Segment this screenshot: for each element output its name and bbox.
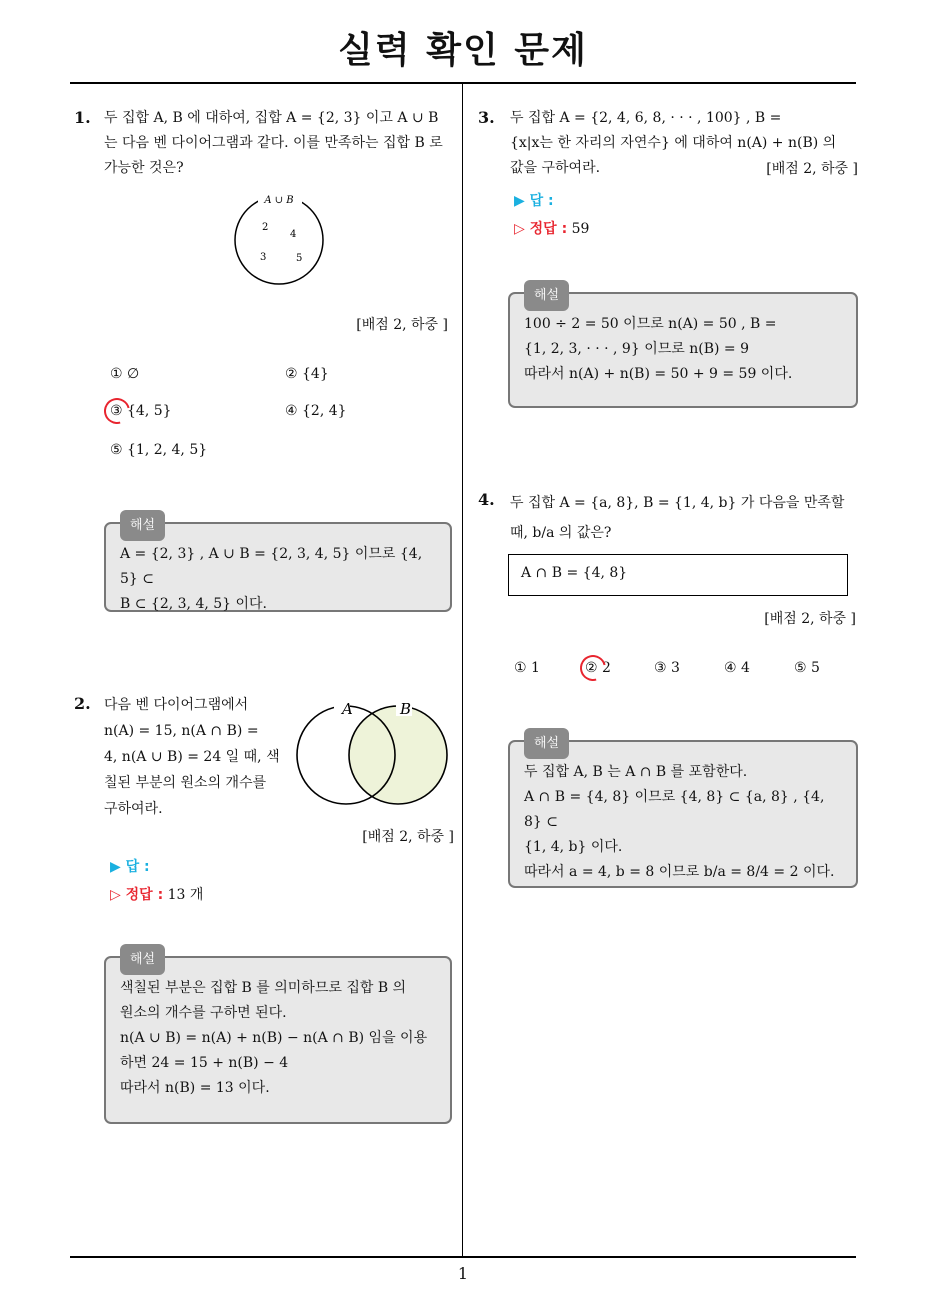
question-4-score: [배점 2, 하중 ]: [764, 611, 856, 627]
question-3-score: [배점 2, 하중 ]: [766, 161, 858, 177]
explanation-line: 두 집합 A, B 는 A ∩ B 를 포함한다.: [524, 764, 748, 780]
question-4-choice-3[interactable]: ③ 3: [654, 660, 680, 676]
explanation-line: A ∩ B = {4, 8} 이므로 {4, 8} ⊂ {a, 8} , {4, 8} ⊂: [524, 789, 825, 830]
venn-label-b: B: [400, 700, 412, 718]
explanation-line: 따라서 n(A) + n(B) = 50 + 9 = 59 이다.: [524, 366, 793, 382]
explanation-tag: 해설: [524, 728, 569, 759]
question-4-line: 때, b/a 의 값은?: [510, 525, 612, 541]
correct-value: 13 개: [167, 887, 204, 903]
explanation-tag: 해설: [524, 280, 569, 311]
question-1-text: 두 집합 A, B 에 대하여, 집합 A = {2, 3} 이고 A ∪ B 는 다음 벤 다이어그램과 같다. 이를 만족하는 집합 B 로 가능한 것은?: [104, 110, 443, 176]
question-4-number: 4.: [478, 490, 495, 509]
question-2-line: n(A) = 15, n(A ∩ B) =: [104, 723, 259, 739]
question-4-choice-4[interactable]: ④ 4: [724, 660, 750, 676]
explanation-line: 원소의 개수를 구하면 된다.: [120, 1005, 287, 1021]
explanation-line: A = {2, 3} , A ∪ B = {2, 3, 4, 5} 이므로 {4, 5} ⊂: [120, 546, 423, 587]
venn-element: 5: [296, 253, 303, 264]
venn-label: A ∪ B: [264, 195, 294, 206]
venn-element: 3: [260, 252, 267, 263]
question-1-choice-5[interactable]: ⑤ {1, 2, 4, 5}: [110, 442, 208, 458]
question-1-score: [배점 2, 하중 ]: [356, 317, 448, 333]
question-2-venn-diagram: [290, 698, 458, 810]
page-title: 실력 확인 문제: [338, 30, 588, 71]
question-4-choice-2[interactable]: ② 2: [585, 660, 611, 676]
question-4-condition-box: A ∩ B = {4, 8}: [508, 554, 848, 596]
explanation-line: 하면 24 = 15 + n(B) − 4: [120, 1055, 289, 1071]
page-number: 1: [457, 1264, 469, 1283]
explanation-line: {1, 2, 3, · · · , 9} 이므로 n(B) = 9: [524, 341, 749, 357]
answer-label: ▶ 답 :: [110, 859, 150, 875]
question-2-number: 2.: [74, 694, 91, 713]
question-2-answer-row: [110, 856, 150, 876]
question-3-line: {x|x는 한 자리의 자연수} 에 대하여 n(A) + n(B) 의: [510, 135, 837, 151]
explanation-tag: 해설: [120, 510, 165, 541]
question-2-explanation: [104, 952, 452, 1124]
explanation-line: 색칠된 부분은 집합 B 를 의미하므로 집합 B 의: [120, 980, 407, 996]
footer-rule: [70, 1256, 856, 1258]
question-2-line: 구하여라.: [104, 801, 163, 817]
correct-label: ▷ 정답 :: [110, 887, 164, 903]
explanation-line: 따라서 n(B) = 13 이다.: [120, 1080, 270, 1096]
question-4-explanation: [508, 736, 858, 888]
question-4-line: 두 집합 A = {a, 8}, B = {1, 4, b} 가 다음을 만족할: [510, 495, 845, 511]
correct-label: ▷ 정답 :: [514, 221, 568, 237]
question-1-number: 1.: [74, 108, 91, 127]
explanation-line: {1, 4, b} 이다.: [524, 839, 623, 855]
explanation-tag: 해설: [120, 944, 165, 975]
question-3-line: 값을 구하여라.: [510, 160, 601, 176]
explanation-line: B ⊂ {2, 3, 4, 5} 이다.: [120, 596, 268, 612]
question-1-venn-diagram: [232, 190, 328, 290]
question-1-choice-1[interactable]: ① ∅: [110, 366, 140, 382]
answer-label: ▶ 답 :: [514, 193, 554, 209]
question-4-text: [510, 488, 860, 548]
venn-element: 4: [290, 229, 297, 240]
question-4-choice-1[interactable]: ① 1: [514, 660, 540, 676]
explanation-line: 따라서 a = 4, b = 8 이므로 b/a = 8/4 = 2 이다.: [524, 864, 835, 880]
question-2-line: 4, n(A ∪ B) = 24 일 때, 색: [104, 749, 280, 765]
correct-mark-icon: [575, 650, 611, 686]
question-4-choice-5[interactable]: ⑤ 5: [794, 660, 820, 676]
question-1-explanation: [104, 518, 452, 612]
correct-mark-icon: [99, 393, 135, 429]
question-1-choice-2[interactable]: ② {4}: [285, 366, 329, 382]
question-1-choice-3[interactable]: ③ {4, 5}: [110, 403, 172, 419]
question-1-choice-4[interactable]: ④ {2, 4}: [285, 403, 347, 419]
question-2-line: 다음 벤 다이어그램에서: [104, 697, 249, 713]
question-2-line: 칠된 부분의 원소의 개수를: [104, 775, 267, 791]
question-3-explanation: [508, 288, 858, 408]
venn-label-a: A: [342, 700, 353, 718]
column-divider: [462, 82, 463, 1257]
question-3-number: 3.: [478, 108, 495, 127]
question-3-correct-row: [514, 218, 589, 238]
question-2-correct-row: [110, 884, 203, 904]
explanation-line: 100 ÷ 2 = 50 이므로 n(A) = 50 , B =: [524, 316, 777, 332]
venn-element: 2: [262, 222, 269, 233]
question-3-line: 두 집합 A = {2, 4, 6, 8, · · · , 100} , B =: [510, 110, 782, 126]
correct-value: 59: [571, 221, 590, 237]
explanation-line: n(A ∪ B) = n(A) + n(B) − n(A ∩ B) 임을 이용: [120, 1030, 428, 1046]
question-3-answer-row: [514, 190, 554, 210]
question-2-text: [104, 692, 284, 822]
header-rule: [70, 82, 856, 84]
question-2-score: [배점 2, 하중 ]: [362, 829, 454, 845]
